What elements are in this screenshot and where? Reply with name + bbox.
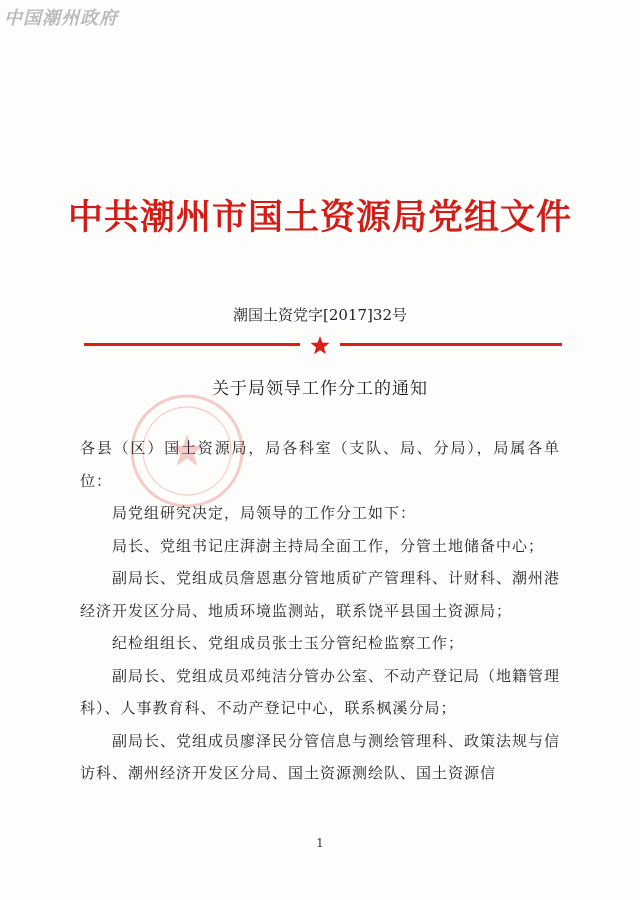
salutation-paragraph: 各县（区）国土资源局，局各科室（支队、局、分局），局属各单位： (80, 439, 560, 490)
body-paragraph-intro: 局党组研究决定，局领导的工作分工如下： (112, 504, 417, 522)
body-paragraph-deputy-zhan: 副局长、党组成员詹恩惠分管地质矿产管理科、计财科、潮州港经济开发区分局、地质环境监测站，联系饶平县国土资源局； (80, 569, 561, 620)
watermark-logo: 中国潮州政府 (4, 8, 118, 29)
body-paragraph-discipline: 纪检组组长、党组成员张士玉分管纪检监察工作； (112, 634, 465, 652)
notice-title: 关于局领导工作分工的通知 (212, 379, 428, 399)
document-header-title: 中共潮州市国土资源局党组文件 (67, 197, 572, 238)
document-body (80, 432, 560, 790)
red-divider (0, 336, 640, 354)
body-paragraph-deputy-liao: 副局长、党组成员廖泽民分管信息与测绘管理科、政策法规与信访科、潮州经济开发区分局、国土资源测绘队、国土资源信 (80, 731, 561, 782)
red-rule-right (340, 343, 562, 346)
red-star-icon (311, 336, 330, 354)
body-paragraph-director: 局长、党组书记庄湃澍主持局全面工作，分管土地储备中心； (112, 536, 545, 555)
document-number: 潮国土资党字[2017]32号 (233, 306, 407, 324)
page-number: 1 (316, 836, 324, 850)
red-rule-left (84, 343, 300, 346)
body-paragraph-deputy-deng: 副局长、党组成员邓纯洁分管办公室、不动产登记局（地籍管理科）、人事教育科、不动产登记中心，联系枫溪分局； (80, 666, 561, 717)
